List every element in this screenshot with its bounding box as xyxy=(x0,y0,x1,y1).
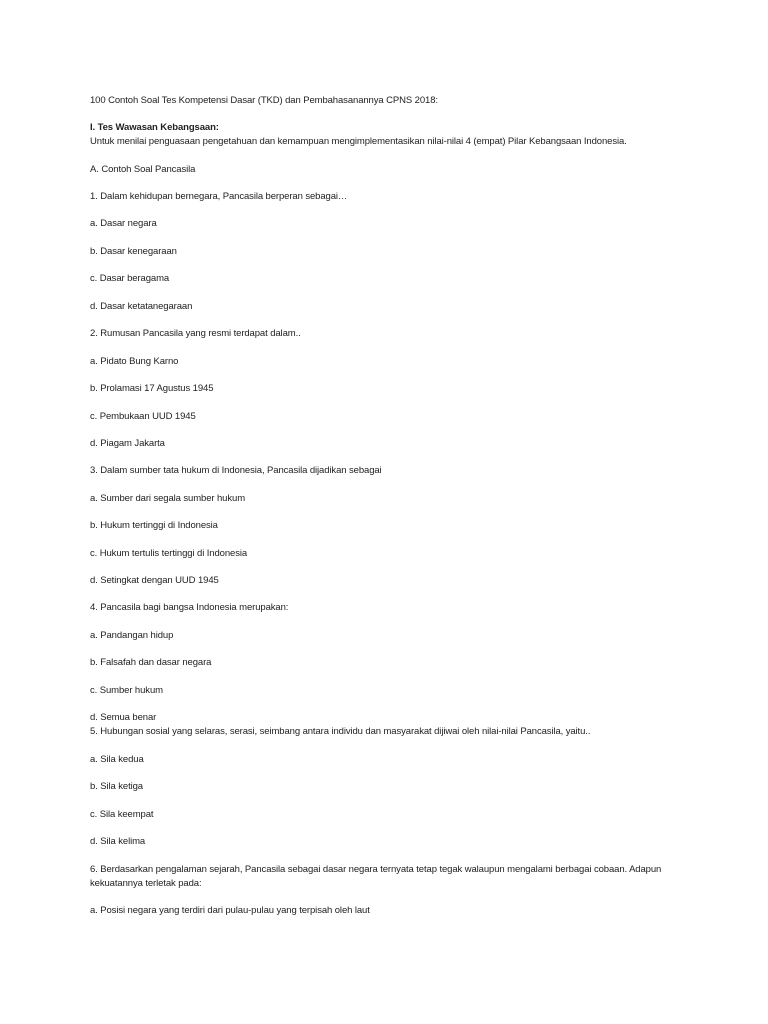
q4-option-b: b. Falsafah dan dasar negara xyxy=(90,657,212,668)
q1-option-a: a. Dasar negara xyxy=(90,218,157,229)
q3-option-d: d. Setingkat dengan UUD 1945 xyxy=(90,575,219,586)
q4-option-a: a. Pandangan hidup xyxy=(90,630,174,641)
question-6-line-1: 6. Berdasarkan pengalaman sejarah, Pancasila sebagai dasar negara ternyata tetap tegak walaupun mengalami berbagai cobaan. Adapun xyxy=(90,864,662,875)
q2-option-c: c. Pembukaan UUD 1945 xyxy=(90,411,196,422)
q5-option-a: a. Sila kedua xyxy=(90,754,144,765)
section-intro: Untuk menilai penguasaan pengetahuan dan kemampuan mengimplementasikan nilai-nilai 4 (empat) Pilar Kebangsaan Indonesia. xyxy=(90,136,627,147)
q2-option-a: a. Pidato Bung Karno xyxy=(90,356,179,367)
question-6-line-2: kekuatannya terletak pada: xyxy=(90,878,202,889)
q5-option-d: d. Sila kelima xyxy=(90,836,146,847)
q1-option-d: d. Dasar ketatanegaraan xyxy=(90,301,193,312)
q3-option-b: b. Hukum tertinggi di Indonesia xyxy=(90,520,218,531)
q3-option-c: c. Hukum tertulis tertinggi di Indonesia xyxy=(90,548,248,559)
q1-option-b: b. Dasar kenegaraan xyxy=(90,246,177,257)
q4-option-c: c. Sumber hukum xyxy=(90,685,163,696)
q5-option-b: b. Sila ketiga xyxy=(90,781,143,792)
question-2: 2. Rumusan Pancasila yang resmi terdapat dalam.. xyxy=(90,328,301,339)
subsection-title: A. Contoh Soal Pancasila xyxy=(90,164,196,175)
q2-option-d: d. Piagam Jakarta xyxy=(90,438,165,449)
document-title: 100 Contoh Soal Tes Kompetensi Dasar (TKD) dan Pembahasanannya CPNS 2018: xyxy=(90,95,438,106)
question-3: 3. Dalam sumber tata hukum di Indonesia, Pancasila dijadikan sebagai xyxy=(90,465,382,476)
q3-option-a: a. Sumber dari segala sumber hukum xyxy=(90,493,246,504)
section-heading: I. Tes Wawasan Kebangsaan: xyxy=(90,122,219,133)
question-1: 1. Dalam kehidupan bernegara, Pancasila berperan sebagai… xyxy=(90,191,348,202)
question-4: 4. Pancasila bagi bangsa Indonesia merupakan: xyxy=(90,602,289,613)
q5-option-c: c. Sila keempat xyxy=(90,809,154,820)
question-5: 5. Hubungan sosial yang selaras, serasi, seimbang antara individu dan masyarakat dijiwai oleh nilai-nilai Pancasila, yaitu.. xyxy=(90,726,591,737)
q1-option-c: c. Dasar beragama xyxy=(90,273,170,284)
q6-option-a: a. Posisi negara yang terdiri dari pulau-pulau yang terpisah oleh laut xyxy=(90,905,370,916)
q4-option-d: d. Semua benar xyxy=(90,712,157,723)
q2-option-b: b. Prolamasi 17 Agustus 1945 xyxy=(90,383,214,394)
